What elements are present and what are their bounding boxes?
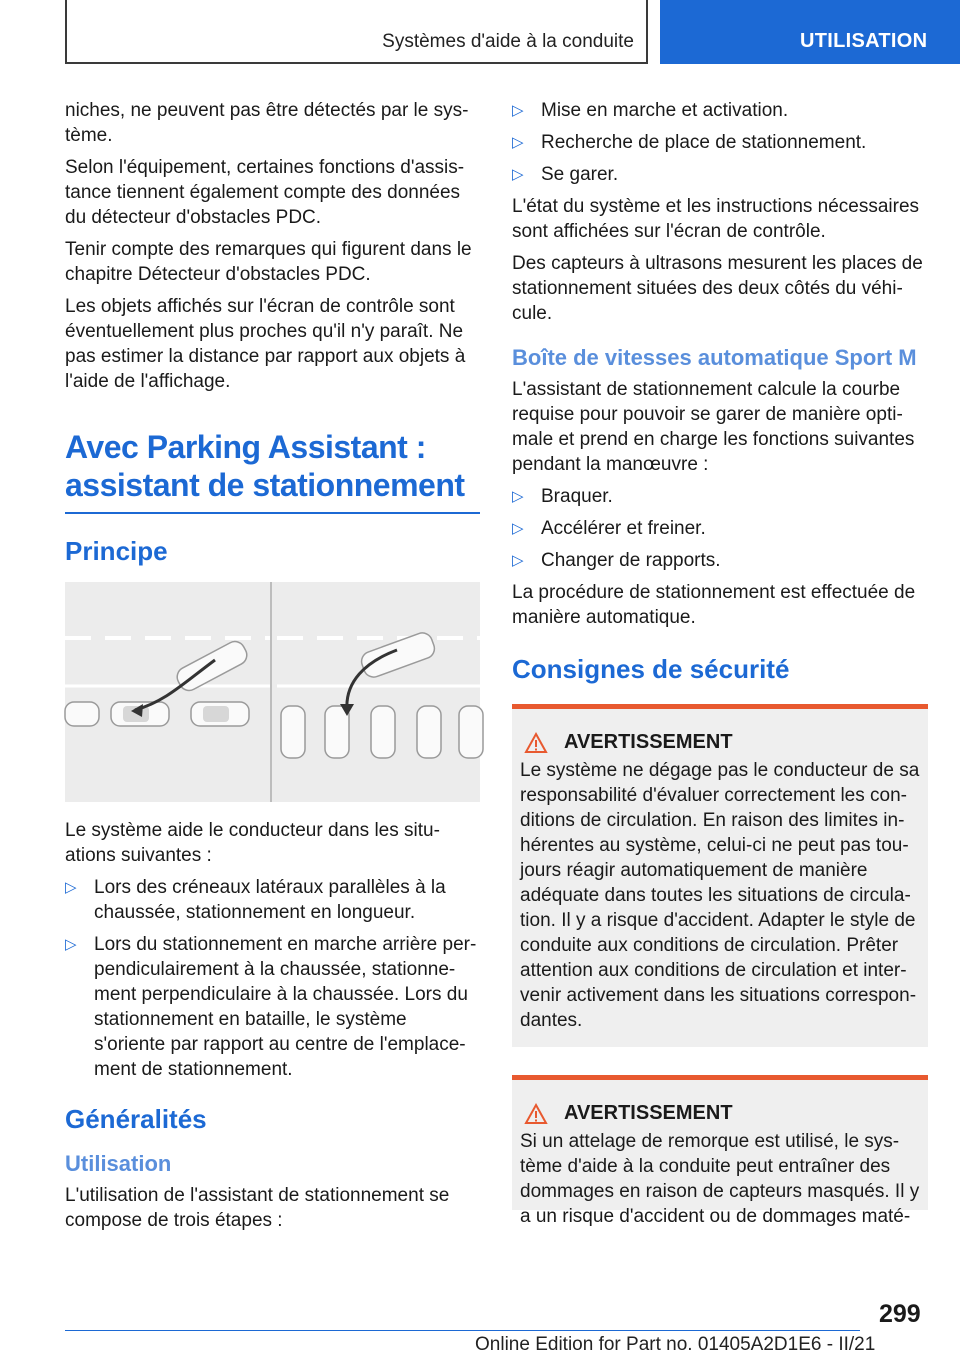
warning-text: Si un attelage de remorque est utilisé, le sys-tème d'aide à la conduite peut entraîner des dommages en raison de capteurs masqués. Il y a un risque d'accident ou de dommages maté- bbox=[520, 1131, 920, 1227]
bullet-triangle-icon: ▷ bbox=[65, 936, 77, 953]
bullet-triangle-icon: ▷ bbox=[512, 102, 524, 119]
list-item: ▷ Accélérer et freiner. bbox=[512, 518, 706, 539]
right-column bbox=[512, 98, 928, 1227]
warning-triangle-icon bbox=[524, 732, 548, 754]
header-chapter-box bbox=[65, 0, 648, 64]
general-heading: Généralités bbox=[65, 1104, 207, 1134]
bullet-triangle-icon: ▷ bbox=[65, 879, 77, 896]
intro-paragraph-4: Les objets affichés sur l'écran de contrôle sont éventuellement plus proches qu'il n'y paraît. Ne pas estimer la distance par rapport aux objets à l'aide de l'affichage. bbox=[65, 296, 466, 392]
list-item: ▷ Braquer. bbox=[512, 486, 613, 507]
bullet-triangle-icon: ▷ bbox=[512, 552, 524, 569]
gearbox-heading: Boîte de vitesses automatique Sport M bbox=[512, 345, 917, 370]
usage-heading: Utilisation bbox=[65, 1151, 172, 1176]
warning-header bbox=[520, 731, 920, 754]
intro-paragraph-3: Tenir compte des remarques qui figurent dans le chapitre Détecteur d'obstacles PDC. bbox=[65, 239, 472, 285]
intro-paragraph-2: Selon l'équipement, certaines fonctions d'assis-tance tiennent également compte des données du détecteur d'obstacles PDC. bbox=[65, 157, 465, 228]
parking-maneuver-illustration bbox=[65, 582, 480, 802]
warning-triangle-icon bbox=[524, 1103, 548, 1125]
usage-text: L'utilisation de l'assistant de stationnement se compose de trois étapes : bbox=[65, 1185, 450, 1231]
list-item: ▷ Recherche de place de stationnement. bbox=[512, 132, 867, 153]
principle-text: Le système aide le conducteur dans les situ-ations suivantes : bbox=[65, 820, 440, 866]
auto-text: La procédure de stationnement est effectuée de manière automatique. bbox=[512, 582, 916, 628]
section-tab-label: UTILISATION bbox=[800, 30, 928, 52]
footer-edition: Online Edition for Part no. 01405A2D1E6 - II/21 bbox=[475, 1334, 876, 1355]
page-number: 299 bbox=[879, 1300, 921, 1328]
bullet-triangle-icon: ▷ bbox=[512, 520, 524, 537]
functions-list bbox=[512, 484, 928, 573]
warning-text: Le système ne dégage pas le conducteur de sa responsabilité d'évaluer correctement les con-ditions de circulation. En raison des limites in-hérentes au système, celui-ci ne peut pas tou-jours réagir automatiquement de manière adéquate dans toutes les situations de circula-tion. Il y a risque d'accident. Adapter le style de conduite aux conditions de circulation. Prêter attention aux conditions de circulation et inter-venir activement dans les situations correspon-dantes. bbox=[520, 760, 920, 1031]
warning-box-1 bbox=[512, 704, 928, 1047]
gearbox-text: L'assistant de stationnement calcule la courbe requise pour pouvoir se garer de manière opti-male et prend en charge les fonctions suivantes pendant la manœuvre : bbox=[512, 379, 915, 475]
footer-divider bbox=[65, 1330, 860, 1331]
list-item: ▷ Mise en marche et activation. bbox=[512, 100, 789, 121]
bullet-triangle-icon: ▷ bbox=[512, 166, 524, 183]
warning-title: AVERTISSEMENT bbox=[564, 1102, 733, 1124]
sensors-paragraph: Des capteurs à ultrasons mesurent les places de stationnement situées des deux côtés du véhi-cule. bbox=[512, 253, 923, 324]
warning-title: AVERTISSEMENT bbox=[564, 731, 733, 753]
status-paragraph: L'état du système et les instructions nécessaires sont affichées sur l'écran de contrôle. bbox=[512, 196, 920, 242]
list-item: ▷ Lors des créneaux latéraux parallèles à la chaussée, stationnement en longueur. bbox=[65, 877, 446, 923]
bullet-triangle-icon: ▷ bbox=[512, 488, 524, 505]
warning-header bbox=[520, 1102, 920, 1125]
situations-list bbox=[65, 875, 480, 1082]
main-heading: Avec Parking Assistant : assistant de stationnement bbox=[65, 428, 480, 514]
list-item: ▷ Changer de rapports. bbox=[512, 550, 721, 571]
safety-heading: Consignes de sécurité bbox=[512, 654, 790, 684]
left-column bbox=[65, 98, 480, 1240]
steps-list bbox=[512, 98, 928, 187]
bullet-triangle-icon: ▷ bbox=[512, 134, 524, 151]
chapter-title: Systèmes d'aide à la conduite bbox=[382, 31, 634, 52]
section-tab[interactable] bbox=[660, 0, 960, 64]
list-item: ▷ Lors du stationnement en marche arrière per-pendiculairement à la chaussée, stationne-ment perpendiculaire à la chaussée. Lors du stationnement en bataille, le système s'oriente par rapport au centre de l'emplace-ment de stationnement. bbox=[65, 934, 477, 1080]
principle-heading: Principe bbox=[65, 536, 168, 566]
list-item: ▷ Se garer. bbox=[512, 164, 619, 185]
warning-box-2 bbox=[512, 1075, 928, 1227]
intro-paragraph-1: niches, ne peuvent pas être détectés par le sys-tème. bbox=[65, 100, 469, 146]
